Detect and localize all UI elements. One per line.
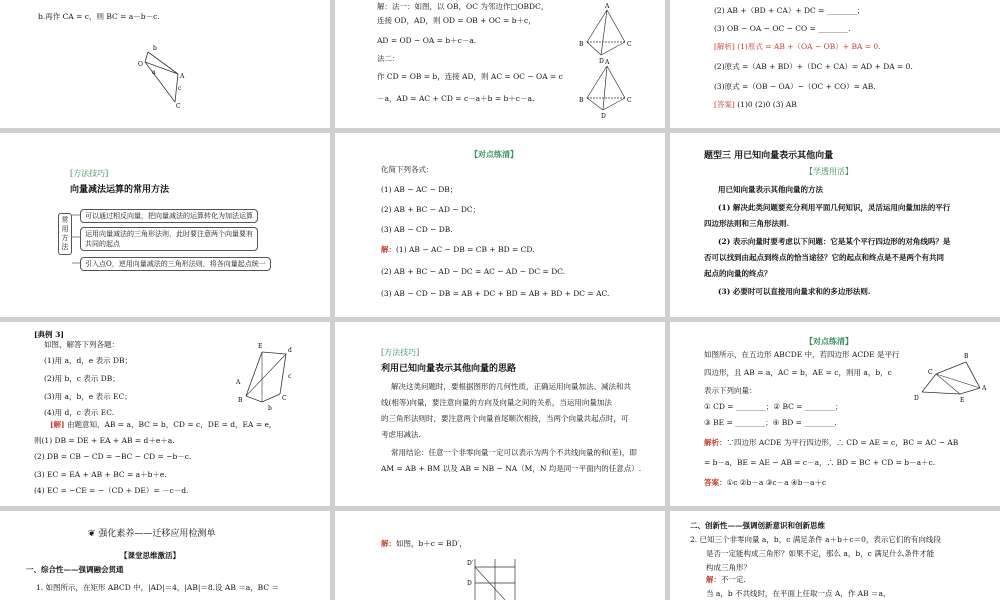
slide-8[interactable] — [335, 322, 665, 506]
analysis-text: ∵四边形 ACDE 为平行四边形，∴ CD = AE = c，BC = AC − AB — [726, 438, 959, 447]
method-box-1: 可以通过相反向量，把向量减法的运算转化为加法运算 — [80, 209, 258, 223]
slide3-line4: (2)原式 =（AB + BD）+（DC + CA）= AD + DA = 0. — [714, 62, 913, 71]
svg-text:b: b — [268, 405, 272, 412]
solution-text-12: 不一定. — [721, 575, 746, 584]
svg-text:C: C — [627, 41, 632, 48]
svg-text:E: E — [258, 343, 263, 350]
slide8-line4: 考虑用减法. — [381, 430, 421, 439]
svg-text:D: D — [467, 580, 472, 587]
method-tag: [方法技巧] — [70, 169, 109, 178]
solution-label-7: [解] — [50, 420, 65, 429]
slide7-line9: (3) EC = EA + AB + BC = a＋b＋e. — [34, 470, 167, 479]
slide-11[interactable] — [335, 511, 665, 600]
slide6-line6: 起点的向量的终点？ — [704, 269, 772, 278]
method-tag-8: [方法技巧] — [381, 348, 420, 357]
method-title: 向量减法运算的常用方法 — [70, 185, 170, 195]
slide2-line4: 法二： — [377, 54, 400, 63]
slide7-line4: (3)用 a，b，e 表示 EC； — [44, 392, 132, 401]
slide9-line7: = b－a，BE = AE − AB = c－a，∴ BD = BC + CD = b－a＋c. — [704, 458, 936, 467]
svg-text:C: C — [627, 97, 632, 104]
slide10-line2: 1. 如图所示，在矩形 ABCD 中，|AD|＝4，|AB|＝8.设 AB ＝a，BC ＝ — [36, 583, 279, 592]
svg-text:B: B — [579, 97, 584, 104]
slide5-line6: (2) AB + BC − AD − DC = AC − AD − DC = DC. — [381, 267, 566, 276]
svg-text:D′: D′ — [467, 560, 474, 567]
practice-tag: 【对点练清】 — [470, 149, 518, 159]
literacy-subtitle: 【课堂思维激活】 — [120, 551, 180, 560]
slide2-line2: 连接 OD，AD，则 OD = OB + OC = b＋c， — [377, 16, 536, 25]
svg-text:B: B — [238, 397, 243, 404]
method-box-2-line2: 共同的起点 — [85, 240, 120, 248]
slide7-line8: (2) DB = CB − CD = −BC − CD = −b－c. — [34, 452, 192, 461]
slide5-line1: 化简下列各式： — [381, 165, 434, 174]
slide3-answer — [714, 100, 797, 110]
literacy-title — [88, 529, 215, 539]
slide-12[interactable] — [670, 511, 1000, 600]
slide7-line7: 则(1) DB = DE + EA + AB = d＋e＋a. — [34, 436, 175, 445]
slide8-line1: 解决这类问题时，要根据图形的几何性质，正确运用向量加法、减法和共 — [391, 382, 631, 391]
analysis-label: 解析： — [704, 438, 727, 447]
slide9-line5: ③ BE = ________；④ BD = ________. — [704, 418, 837, 427]
slide7-line3: (2)用 b，c 表示 DB； — [44, 374, 120, 383]
svg-text:A: A — [605, 3, 610, 10]
slide1-line1: b.再作 CA = c，则 BC = a－b－c. — [38, 12, 160, 21]
svg-text:c: c — [178, 85, 182, 92]
slide12-line2: 2. 已知三个非零向量 a，b，c 满足条件 a＋b＋c＝0，表示它们的有向线段 — [690, 535, 941, 544]
svg-text:a: a — [152, 69, 156, 76]
solution-label-12: 解： — [706, 575, 721, 584]
slide6-line2: (1) 解决此类问题要充分利用平面几何知识，灵活运用向量加法的平行 — [718, 203, 951, 212]
practice-tag-9: 【对点练清】 — [805, 336, 853, 346]
slide-7[interactable] — [0, 322, 330, 506]
method-bracket — [0, 133, 330, 317]
answer-label-9: 答案： — [704, 478, 727, 487]
slide8-line6: AM = AB + BM 以及 AB = NB − NA（M，N 均是同一平面内的任意点）. — [381, 464, 642, 473]
slide12-line3: 是否一定能构成三角形？如果不定，那么 a，b，c 满足什么条件才能 — [706, 549, 935, 558]
slide5-line3: (2) AB + BC − AD − DC； — [381, 205, 481, 214]
slide6-line7: (3) 必要时可以直接用向量求和的多边形法则. — [718, 287, 871, 296]
svg-text:D: D — [599, 58, 604, 65]
answer-label: [答案] — [714, 100, 735, 109]
solution-text-11: 如图，b＋c = BD′， — [396, 539, 467, 548]
method-box-2-line1: 运用向量减法的三角形法则，此时要注意两个向量要有 — [85, 230, 253, 238]
slide9-line4: ① CD = ________；② BC = ________； — [704, 402, 843, 411]
slide8-line3: 的三角形法则时，要注意两个向量首尾顺次相接，当两个向量共起点时，可 — [381, 414, 629, 423]
rectangle-grid-diagram — [335, 511, 665, 600]
slide5-line5 — [381, 245, 535, 255]
slide5-line4: (3) AB − CD − DB. — [381, 225, 453, 234]
answer-text: (1)0 (2)0 (3) AB — [737, 100, 797, 109]
slide2-line1: 解：法一：如图，以 OB，OC 为邻边作□OBDC， — [377, 2, 549, 11]
svg-text:B: B — [579, 41, 584, 48]
literacy-title-text: 强化素养——迁移应用检测单 — [98, 529, 216, 539]
slide-6[interactable] — [670, 133, 1000, 317]
solution-label-11: 解： — [381, 539, 396, 548]
method-title-8: 利用已知向量表示其他向量的思路 — [381, 364, 517, 374]
svg-text:C: C — [282, 395, 287, 402]
svg-text:D: D — [601, 113, 606, 120]
solution-label: 解： — [381, 245, 396, 254]
slide-1[interactable] — [0, 0, 330, 128]
slide2-line6: －a，AD = AC + CD = c－a＋b = b＋c－a. — [377, 94, 535, 103]
svg-text:A: A — [605, 59, 610, 66]
solution-text-7: 由题意知，AB = a，BC = b，CD = c，DE = d，EA = e， — [67, 420, 277, 429]
slide3-line5: (3)原式 =（OB − OA）−（OC + CO）= AB. — [714, 82, 876, 91]
slide7-line10: (4) EC = −CE = −（CD + DE）= －c－d. — [34, 486, 189, 495]
method-box-2 — [80, 227, 258, 251]
slide-9[interactable] — [670, 322, 1000, 506]
slide3-line1: (2) AB +（BD + CA）+ DC = ________； — [714, 6, 865, 15]
slide6-line1: 用已知向量表示其他向量的方法 — [718, 185, 823, 194]
svg-text:C: C — [928, 369, 933, 376]
svg-text:b: b — [153, 45, 157, 52]
slide6-line4: (2) 表示向量时要考虑以下问题：它是某个平行四边形的对角线吗？是 — [718, 237, 951, 246]
slide7-line5: (4)用 d，c 表示 EC. — [44, 408, 115, 417]
slide9-line3: 表示下列向量： — [704, 386, 757, 395]
solution-text: (1) AB − AC − DB = CB + BD = CD. — [396, 245, 535, 254]
svg-text:A: A — [180, 73, 185, 80]
svg-text:d: d — [288, 347, 292, 354]
slide7-line2: (1)用 a，d，e 表示 DB； — [44, 356, 133, 365]
slide5-line7: (3) AB − CD − DB = AB + DC + BD = AB + BD + DC = AC. — [381, 289, 610, 298]
slide10-line1: 一、综合性——强调融会贯通 — [26, 565, 124, 574]
leaf-icon: ❦ — [88, 529, 96, 539]
slide3-line3: [解析] (1)原式 = AB +（OA − OB）+ BA = 0. — [714, 42, 881, 51]
svg-text:A: A — [236, 379, 241, 386]
slide6-line3: 四边形法则和三角形法则. — [704, 219, 790, 228]
method-box-3: 引入点O，逆用向量减法的三角形法则，将各向量起点统一 — [80, 257, 271, 271]
slide12-line5 — [706, 575, 746, 585]
tetrahedron-diagrams — [335, 0, 665, 128]
learn-tag: 【学透用活】 — [805, 167, 853, 176]
svg-text:c: c — [288, 373, 292, 380]
slide2-line5: 作 CD = OB = b，连接 AD，则 AC = OC − OA = c — [377, 72, 563, 81]
slide5-line2: (1) AB − AC − DB； — [381, 185, 458, 194]
slide-5[interactable] — [335, 133, 665, 317]
slide-10[interactable] — [0, 511, 330, 600]
slide12-line1: 二、创新性——强调创新意识和创新思维 — [690, 521, 825, 530]
slide8-line5: 常用结论：任意一个非零向量一定可以表示为两个不共线向量的和(差)，即 — [391, 448, 637, 457]
pentagon-diagram — [0, 322, 330, 506]
svg-text:D: D — [914, 395, 919, 402]
slide6-line5: 否可以找到由起点到终点的恰当途径？它的起点和终点是不是两个有共同 — [704, 253, 944, 262]
slide3-line2: (3) OB − OA − OC − CO = ________. — [714, 24, 851, 33]
slide12-line6: 当 a，b 不共线时，在平面上任取一点 A，作 AB ＝a， — [706, 589, 891, 598]
slide8-line2: 线(相等)向量，要注意向量的方向及向量之间的关系，当运用向量加法 — [381, 398, 612, 407]
svg-text:E: E — [960, 397, 965, 404]
slide9-line2: 四边形，且 AB = a，AC = b，AE = c，则用 a，b，c — [704, 368, 892, 377]
svg-text:C: C — [176, 103, 181, 110]
slide7-line1: 如图，解答下列各题： — [44, 340, 119, 349]
slide2-line3: AD = OD − OA = b＋c－a. — [377, 36, 477, 45]
method-side-label: 常用方法 — [58, 213, 72, 255]
slide9-line1: 如图所示，在五边形 ABCDE 中，若四边形 ACDE 是平行 — [704, 350, 900, 359]
svg-text:B: B — [964, 353, 969, 360]
slide-3[interactable] — [670, 0, 1000, 128]
slide-2[interactable] — [335, 0, 665, 128]
slide-4[interactable] — [0, 133, 330, 317]
vector-diagram-1 — [0, 0, 330, 128]
answer-text-9: ①c ②b－a ③c－a ④b－a＋c — [726, 478, 827, 487]
section-heading: 题型三 用已知向量表示其他向量 — [704, 151, 834, 161]
svg-text:A: A — [982, 385, 987, 392]
svg-text:O: O — [138, 61, 143, 68]
pentagon-abcde-diagram — [670, 322, 1000, 506]
example-label: [典例 3] — [34, 330, 64, 339]
slide12-line4: 构成三角形？ — [706, 563, 751, 572]
